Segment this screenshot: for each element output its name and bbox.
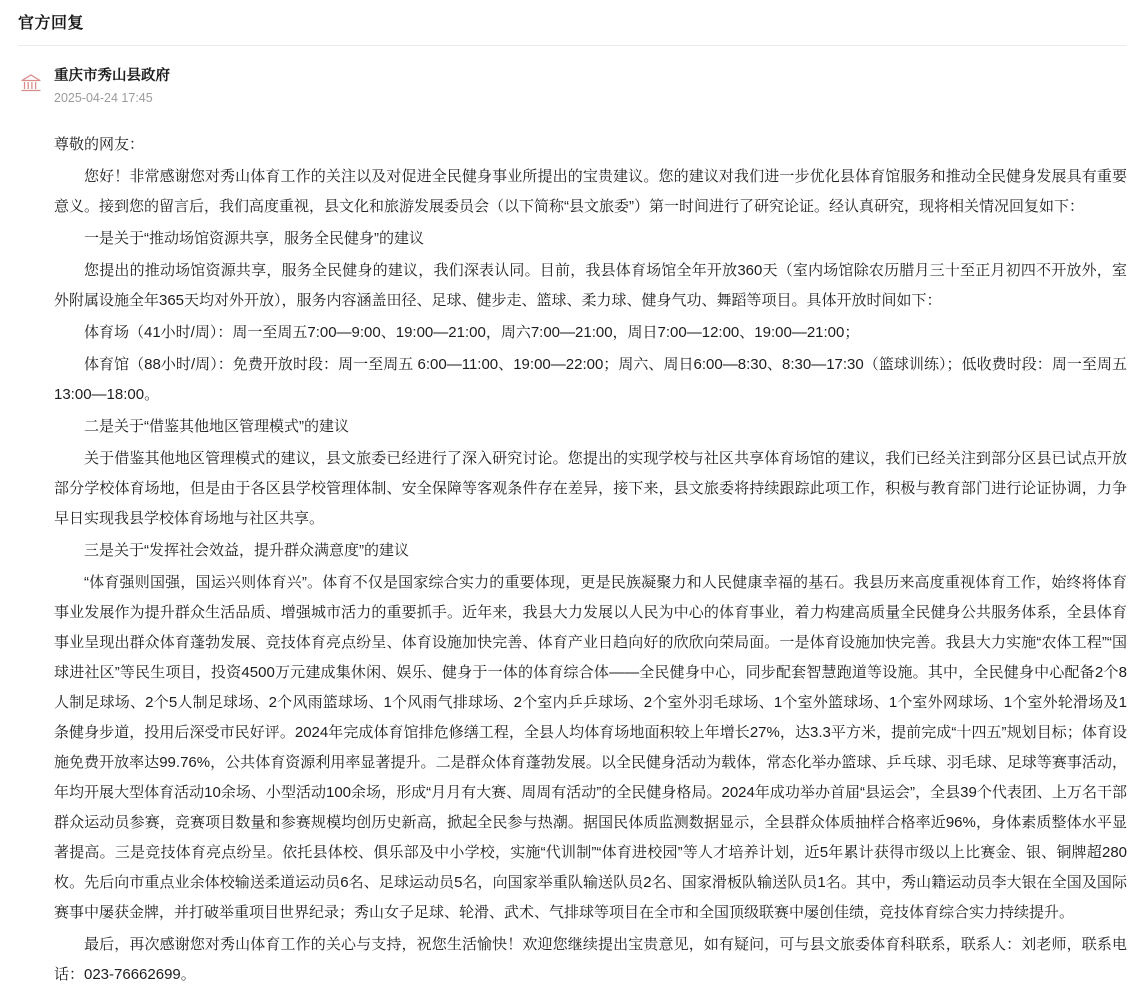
government-building-icon	[18, 70, 44, 96]
reply-paragraph: 一是关于“推动场馆资源共享，服务全民健身”的建议	[84, 230, 424, 247]
reply-paragraph: 您提出的推动场馆资源共享，服务全民健身的建议，我们深表认同。目前，我县体育场馆全年开放360天（室内场馆除农历腊月三十至正月初四不开放外，室外附属设施全年365天均对外开放），服务内容涵盖田径、足球、健步走、篮球、柔力球、健身气功、舞蹈等项目。具体开放时间如下：	[54, 262, 1127, 309]
reply-content-wrapper	[54, 66, 1127, 992]
reply-paragraph: 关于借鉴其他地区管理模式的建议，县文旅委已经进行了深入研究讨论。您提出的实现学校与社区共享体育场馆的建议，我们已经关注到部分区县已试点开放部分学校体育场地，但是由于各区县学校管理体制、安全保障等客观条件存在差异，接下来，县文旅委将持续跟踪此项工作，积极与教育部门进行论证协调，力争早日实现我县学校体育场地与社区共享。	[54, 450, 1127, 527]
reply-card	[0, 46, 1145, 992]
page-title: 官方回复	[18, 15, 85, 32]
reply-paragraph: 尊敬的网友：	[54, 136, 145, 153]
reply-paragraph: 最后，再次感谢您对秀山体育工作的关心与支持，祝您生活愉快！欢迎您继续提出宝贵意见，如有疑问，可与县文旅委体育科联系，联系人：刘老师，联系电话：023-76662699。	[54, 936, 1127, 983]
reply-paragraph: 体育场（41小时/周）：周一至周五7:00—9:00、19:00—21:00，周六7:00—21:00，周日7:00—12:00、19:00—21:00；	[84, 324, 860, 341]
reply-paragraph: 您好！非常感谢您对秀山体育工作的关注以及对促进全民健身事业所提出的宝贵建议。您的建议对我们进一步优化县体育馆服务和推动全民健身发展具有重要意义。接到您的留言后，我们高度重视，县文化和旅游发展委员会（以下简称“县文旅委”）第一时间进行了研究论证。经认真研究，现将相关情况回复如下：	[54, 168, 1127, 215]
reply-author: 重庆市秀山县政府	[54, 68, 170, 84]
reply-paragraph: 三是关于“发挥社会效益，提升群众满意度”的建议	[84, 542, 409, 559]
reply-timestamp: 2025-04-24 17:45	[54, 91, 153, 105]
reply-paragraph: “体育强则国强，国运兴则体育兴”。体育不仅是国家综合实力的重要体现，更是民族凝聚力和人民健康幸福的基石。我县历来高度重视体育工作，始终将体育事业发展作为提升群众生活品质、增强城市活力的重要抓手。近年来，我县大力发展以人民为中心的体育事业，着力构建高质量全民健身公共服务体系，全县体育事业呈现出群众体育蓬勃发展、竞技体育亮点纷呈、体育设施加快完善、体育产业日趋向好的欣欣向荣局面。一是体育设施加快完善。我县大力实施“农体工程”“国球进社区”等民生项目，投资4500万元建成集休闲、娱乐、健身于一体的体育综合体——全民健身中心，同步配套智慧跑道等设施。其中，全民健身中心配备2个8人制足球场、2个5人制足球场、2个风雨篮球场、1个风雨气排球场、2个室内乒乒球场、2个室外羽毛球场、1个室外篮球场、1个室外网球场、1个室外轮滑场及1条健身步道，投用后深受市民好评。2024年完成体育馆排危修缮工程，全县人均体育场地面积较上年增长27%，达3.3平方米，提前完成“十四五”规划目标；体育设施免费开放率达99.76%，公共体育资源利用率显著提升。二是群众体育蓬勃发展。以全民健身活动为载体，常态化举办篮球、乒乓球、羽毛球、足球等赛事活动，年均开展大型体育活动10余场、小型活动100余场，形成“月月有大赛、周周有活动”的全民健身格局。2024年成功举办首届“县运会”，全县39个代表团、上万名干部群众运动员参赛，竞赛项目数量和参赛规模均创历史新高，掀起全民参与热潮。据国民体质监测数据显示，全县群众体质抽样合格率近96%，身体素质整体水平显著提高。三是竞技体育亮点纷呈。依托县体校、俱乐部及中小学校，实施“代训制”“体育进校园”等人才培养计划，近5年累计获得市级以上比赛金、银、铜牌超280枚。先后向市重点业余体校输送柔道运动员6名、足球运动员5名，向国家举重队输送队员2名、国家滑板队输送队员1名。其中，秀山籍运动员李大银在全国及国际赛事中屡获金牌，并打破举重项目世界纪录；秀山女子足球、轮滑、武术、气排球等项目在全市和全国顶级联赛中屡创佳绩，竞技体育综合实力持续提升。	[54, 574, 1127, 921]
reply-paragraph: 二是关于“借鉴其他地区管理模式”的建议	[84, 418, 349, 435]
reply-paragraph: 体育馆（88小时/周）：免费开放时段：周一至周五 6:00—11:00、19:00—22:00；周六、周日6:00—8:30、8:30—17:30（篮球训练）；低收费时段：周一至周五13:00—18:00。	[54, 356, 1127, 403]
reply-text	[54, 130, 1127, 990]
